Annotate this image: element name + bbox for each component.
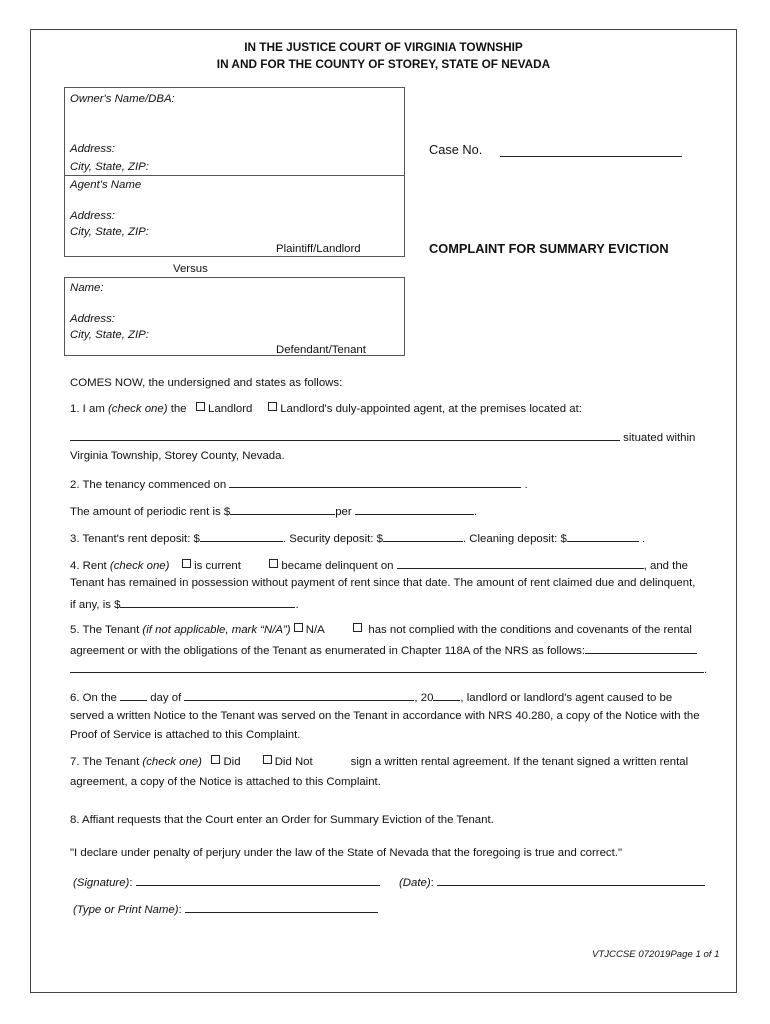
para-7-text: 7. The Tenant bbox=[70, 756, 140, 768]
para-7 bbox=[70, 755, 688, 769]
court-name: IN THE JUSTICE COURT OF VIRGINIA TOWNSHIP bbox=[244, 40, 523, 54]
printed-name-field[interactable] bbox=[185, 901, 378, 913]
case-number-field[interactable] bbox=[500, 145, 682, 157]
landlord-option-label: Landlord bbox=[208, 403, 253, 415]
rent-delinquent-checkbox[interactable] bbox=[269, 559, 278, 568]
did-label: Did bbox=[223, 756, 241, 768]
rent-period-field[interactable] bbox=[355, 503, 474, 515]
para-3 bbox=[70, 530, 645, 546]
notice-day-field[interactable] bbox=[120, 689, 147, 701]
defendant-label: Defendant/Tenant bbox=[276, 344, 366, 356]
court-county: IN AND FOR THE COUNTY OF STOREY, STATE OF NEVADA bbox=[216, 57, 551, 71]
security-deposit-field[interactable] bbox=[383, 530, 463, 542]
agent-address-label: Address: bbox=[70, 210, 115, 222]
signature-line bbox=[73, 874, 380, 890]
para-5 bbox=[70, 623, 692, 637]
signature-field[interactable] bbox=[136, 874, 380, 886]
premises-field[interactable] bbox=[70, 429, 620, 441]
para-7-line-2: agreement, a copy of the Notice is attached to this Complaint. bbox=[70, 776, 381, 788]
para-2 bbox=[70, 476, 528, 492]
para-6-line-3: Proof of Service is attached to this Complaint. bbox=[70, 729, 301, 741]
para-1-text: 1. I am bbox=[70, 403, 105, 415]
para-6 bbox=[70, 689, 672, 705]
did-checkbox[interactable] bbox=[211, 755, 220, 764]
para-2-text: 2. The tenancy commenced on bbox=[70, 479, 227, 491]
delinquent-amount-field[interactable] bbox=[120, 596, 295, 608]
did-not-label: Did Not bbox=[274, 756, 313, 768]
na-checkbox[interactable] bbox=[294, 623, 303, 632]
date-colon: : bbox=[430, 877, 434, 889]
cleaning-deposit-label: . Cleaning deposit: $ bbox=[462, 533, 567, 545]
agent-name-label: Agent's Name bbox=[70, 179, 142, 191]
para-6-text: 6. On the bbox=[70, 692, 117, 704]
para-4 bbox=[70, 557, 688, 573]
premises-location: Virginia Township, Storey County, Nevada. bbox=[70, 450, 285, 462]
rent-text: The amount of periodic rent is $ bbox=[70, 506, 231, 518]
na-label: N/A bbox=[305, 624, 325, 636]
signature-label: (Signature) bbox=[73, 877, 130, 889]
case-number-label: Case No. bbox=[429, 142, 483, 157]
document-title: COMPLAINT FOR SUMMARY EVICTION bbox=[429, 241, 669, 256]
intro-line: COMES NOW, the undersigned and states as follows: bbox=[70, 377, 343, 389]
para-3-period: . bbox=[641, 533, 646, 545]
para-1 bbox=[70, 402, 582, 416]
tenancy-date-field[interactable] bbox=[229, 476, 521, 488]
premises-suffix: situated within bbox=[623, 432, 696, 444]
caption-divider bbox=[64, 175, 405, 176]
owner-csz-label: City, State, ZIP: bbox=[70, 161, 149, 173]
para-5-text-2: has not complied with the conditions and covenants of the rental bbox=[368, 624, 692, 636]
rent-delinquent-label: became delinquent on bbox=[281, 560, 394, 572]
plaintiff-label: Plaintiff/Landlord bbox=[276, 243, 361, 255]
rent-amount-field[interactable] bbox=[230, 503, 335, 515]
noncompliance-details-field[interactable] bbox=[585, 642, 697, 654]
defendant-csz-label: City, State, ZIP: bbox=[70, 329, 149, 341]
noncompliance-checkbox[interactable] bbox=[353, 623, 362, 632]
para-4-and-the: , and the bbox=[643, 560, 689, 572]
printed-name-line bbox=[73, 901, 378, 917]
notice-year-field[interactable] bbox=[433, 689, 460, 701]
para-1-instruction: (check one) bbox=[108, 403, 168, 415]
para-6-line-2: served a written Notice to the Tenant was served on the Tenant in accordance with NRS 40.280, a copy of the Notice with the bbox=[70, 710, 700, 722]
rent-per-text: per bbox=[335, 506, 352, 518]
para-4-line-3 bbox=[70, 596, 299, 612]
para-7-instruction: (check one) bbox=[142, 756, 202, 768]
delinquent-amount-label: if any, is $ bbox=[70, 599, 121, 611]
notice-month-field[interactable] bbox=[184, 689, 414, 701]
date-line bbox=[399, 874, 705, 890]
para-5-text-3: agreement or with the obligations of the Tenant as enumerated in Chapter 118A of the NRS as follows: bbox=[70, 645, 585, 657]
noncompliance-details-field-2[interactable] bbox=[70, 661, 704, 673]
rent-deposit-field[interactable] bbox=[200, 530, 283, 542]
rent-deposit-label: 3. Tenant's rent deposit: $ bbox=[70, 533, 200, 545]
cleaning-deposit-field[interactable] bbox=[567, 530, 639, 542]
para-5-text: 5. The Tenant bbox=[70, 624, 140, 636]
date-label: (Date) bbox=[399, 877, 431, 889]
rent-current-label: is current bbox=[194, 560, 241, 572]
defendant-name-label: Name: bbox=[70, 282, 104, 294]
para-5-instruction: (if not applicable, mark “N/A”) bbox=[142, 624, 291, 636]
defendant-address-label: Address: bbox=[70, 313, 115, 325]
para-5-period: . bbox=[704, 664, 708, 676]
para-6-year-prefix: , 20 bbox=[414, 692, 434, 704]
landlord-checkbox[interactable] bbox=[196, 402, 205, 411]
rent-current-checkbox[interactable] bbox=[182, 559, 191, 568]
owner-name-label: Owner's Name/DBA: bbox=[70, 93, 175, 105]
para-2-period: . bbox=[524, 479, 528, 491]
para-6-text-2: , landlord or landlord's agent caused to be bbox=[460, 692, 673, 704]
printed-name-label: (Type or Print Name) bbox=[73, 904, 179, 916]
delinquent-date-field[interactable] bbox=[397, 557, 644, 569]
para-4-line-2: Tenant has remained in possession without payment of rent since that date. The amount of rent claimed due and delinquent, bbox=[70, 577, 696, 589]
printed-name-colon: : bbox=[178, 904, 182, 916]
signature-colon: : bbox=[129, 877, 133, 889]
para-4-instruction: (check one) bbox=[109, 560, 170, 572]
rent-line bbox=[70, 503, 477, 519]
para-5-line-2 bbox=[70, 642, 697, 658]
security-deposit-label: . Security deposit: $ bbox=[282, 533, 383, 545]
agent-csz-label: City, State, ZIP: bbox=[70, 226, 149, 238]
versus-label: Versus bbox=[173, 263, 208, 275]
para-1-text-2: the bbox=[170, 403, 187, 415]
form-footer: VTJCCSE 072019Page 1 of 1 bbox=[592, 949, 720, 960]
declaration: "I declare under penalty of perjury under the law of the State of Nevada that the foregoing is true and correct." bbox=[70, 847, 623, 859]
owner-address-label: Address: bbox=[70, 143, 115, 155]
para-4-text: 4. Rent bbox=[70, 560, 107, 572]
agent-checkbox[interactable] bbox=[268, 402, 277, 411]
date-field[interactable] bbox=[437, 874, 705, 886]
premises-line bbox=[70, 429, 695, 445]
para-7-text-2: sign a written rental agreement. If the tenant signed a written rental bbox=[350, 756, 689, 768]
rent-period-end: . bbox=[473, 506, 477, 518]
did-not-checkbox[interactable] bbox=[263, 755, 272, 764]
para-8: 8. Affiant requests that the Court enter an Order for Summary Eviction of the Tenant. bbox=[70, 814, 494, 826]
para-4-period: . bbox=[295, 599, 299, 611]
para-5-line-3 bbox=[70, 661, 707, 677]
para-6-day-of: day of bbox=[150, 692, 182, 704]
agent-option-label: Landlord's duly-appointed agent, at the premises located at: bbox=[280, 403, 582, 415]
